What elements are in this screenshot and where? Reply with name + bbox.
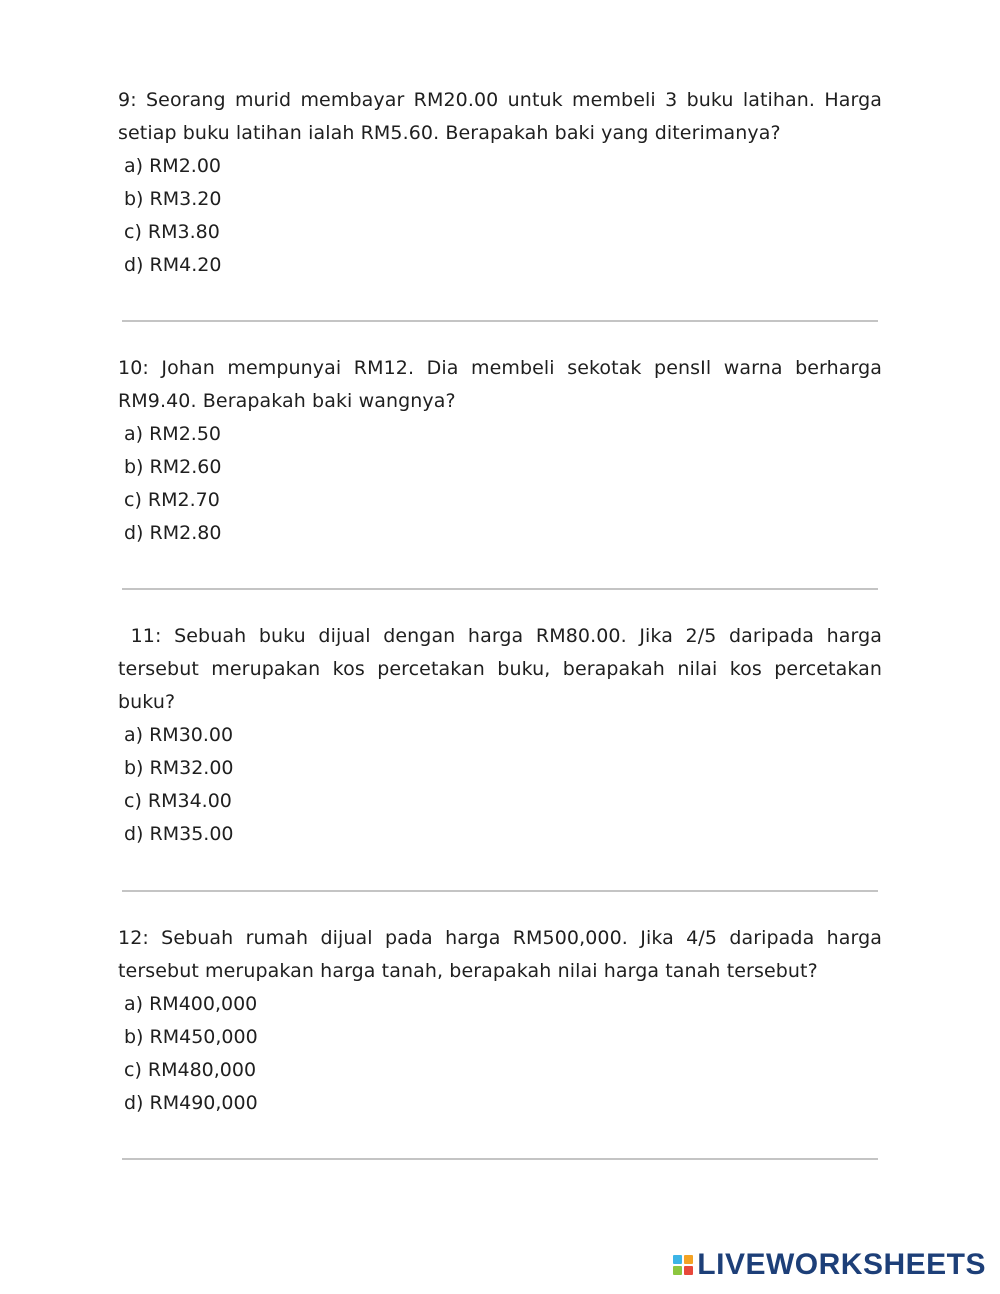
option-c[interactable]: c) RM2.70 [124,489,220,511]
options-list [118,719,882,851]
option-a[interactable]: a) RM2.00 [124,155,221,177]
option-c[interactable]: c) RM3.80 [124,221,220,243]
option-a[interactable]: a) RM2.50 [124,423,221,445]
divider [122,1158,878,1160]
question-10 [118,352,882,550]
question-text: 9: Seorang murid membayar RM20.00 untuk membeli 3 buku latihan. Harga setiap buku latihan ialah RM5.60. Berapakah baki yang diterimanya? [118,89,882,144]
question-text: 12: Sebuah rumah dijual pada harga RM500,000. Jika 4/5 daripada harga tersebut merupakan harga tanah, berapakah nilai harga tanah tersebut? [118,927,882,982]
option-d[interactable]: d) RM35.00 [124,823,234,845]
option-b[interactable]: b) RM2.60 [124,456,222,478]
options-list [118,988,882,1120]
option-a[interactable]: a) RM400,000 [124,993,258,1015]
divider [122,890,878,892]
brand-name: LIVEWORKSHEETS [697,1248,986,1281]
option-d[interactable]: d) RM490,000 [124,1092,258,1114]
divider [122,588,878,590]
question-text: 11: Sebuah buku dijual dengan harga RM80.00. Jika 2/5 daripada harga tersebut merupakan kos percetakan buku, berapakah nilai kos percetakan buku? [118,625,889,713]
option-d[interactable]: d) RM2.80 [124,522,222,544]
option-c[interactable]: c) RM480,000 [124,1059,257,1081]
option-b[interactable]: b) RM32.00 [124,757,234,779]
option-d[interactable]: d) RM4.20 [124,254,222,276]
logo-square-1 [673,1255,682,1264]
question-12 [118,922,882,1120]
liveworksheets-logo-icon [673,1255,693,1275]
liveworksheets-brand [673,1250,986,1280]
options-list [118,150,882,282]
logo-square-2 [684,1255,693,1264]
logo-square-3 [673,1266,682,1275]
logo-square-4 [684,1266,693,1275]
options-list [118,418,882,550]
option-b[interactable]: b) RM450,000 [124,1026,258,1048]
question-9 [118,84,882,282]
question-text: 10: Johan mempunyai RM12. Dia membeli sekotak pensIl warna berharga RM9.40. Berapakah baki wangnya? [118,357,882,412]
divider [122,320,878,322]
option-c[interactable]: c) RM34.00 [124,790,232,812]
option-a[interactable]: a) RM30.00 [124,724,234,746]
option-b[interactable]: b) RM3.20 [124,188,222,210]
question-11 [118,620,889,851]
